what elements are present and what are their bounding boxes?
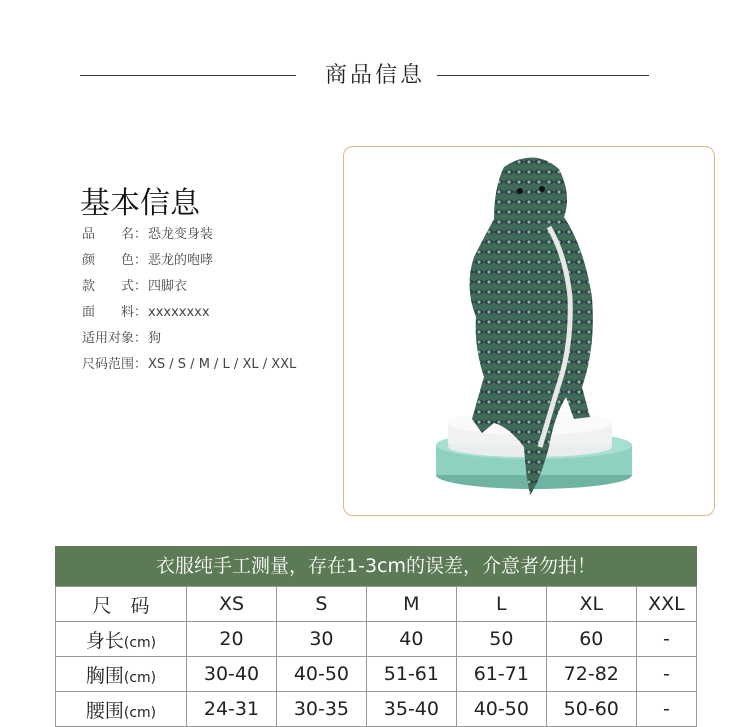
row-label-unit: (cm) <box>123 634 157 651</box>
table-cell: 50 <box>456 622 546 657</box>
size-cell: XXL <box>636 587 696 622</box>
info-key: 品 名： <box>82 227 148 242</box>
info-value: 恐龙变身装 <box>148 227 214 242</box>
info-value: 恶龙的咆哮 <box>148 253 214 268</box>
size-cell: L <box>456 587 546 622</box>
row-label <box>56 692 187 727</box>
row-label-unit: (cm) <box>123 669 157 686</box>
table-cell: 40-50 <box>276 657 366 692</box>
table-cell: 35-40 <box>366 692 456 727</box>
row-label-text: 胸围 <box>85 664 124 687</box>
table-cell: 30-40 <box>187 657 277 692</box>
page-title: 商品信息 <box>324 63 425 88</box>
table-cell: 60 <box>546 622 636 657</box>
table-row-waist <box>56 692 697 727</box>
info-key: 适用对象： <box>82 331 148 346</box>
row-label <box>56 657 187 692</box>
header-divider-right <box>437 75 649 76</box>
row-label-text: 身长 <box>85 629 124 652</box>
info-row-color <box>82 252 296 278</box>
size-header-label: 尺 码 <box>56 587 187 622</box>
info-key: 颜 色： <box>82 253 148 268</box>
table-cell: 30-35 <box>276 692 366 727</box>
table-cell: 51-61 <box>366 657 456 692</box>
size-cell: XS <box>187 587 277 622</box>
info-row-style <box>82 278 296 304</box>
info-key: 尺码范围： <box>82 357 148 372</box>
info-row-fabric <box>82 304 296 330</box>
info-key: 款 式： <box>82 279 148 294</box>
dinosaur-costume-illustration <box>344 147 714 515</box>
basic-info-list <box>82 226 296 382</box>
table-cell: 40 <box>366 622 456 657</box>
table-cell: 20 <box>187 622 277 657</box>
table-cell: 40-50 <box>456 692 546 727</box>
size-cell: XL <box>546 587 636 622</box>
table-cell: 61-71 <box>456 657 546 692</box>
table-row-chest <box>56 657 697 692</box>
table-cell: - <box>636 622 696 657</box>
table-cell: 50-60 <box>546 692 636 727</box>
info-value: 狗 <box>148 331 162 346</box>
table-cell: - <box>636 692 696 727</box>
row-label-unit: (cm) <box>123 704 157 721</box>
header-divider-left <box>80 75 296 76</box>
table-cell: 24-31 <box>187 692 277 727</box>
info-value: xxxxxxxx <box>148 305 210 320</box>
info-value: 四脚衣 <box>148 279 188 294</box>
row-label <box>56 622 187 657</box>
size-header-row <box>56 587 697 622</box>
basic-info-heading: 基本信息 <box>80 186 200 221</box>
size-cell: M <box>366 587 456 622</box>
info-key: 面 料： <box>82 305 148 320</box>
info-row-name <box>82 226 296 252</box>
table-cell: 30 <box>276 622 366 657</box>
info-value: XS / S / M / L / XL / XXL <box>148 357 297 372</box>
table-row-length <box>56 622 697 657</box>
size-cell: S <box>276 587 366 622</box>
row-label-text: 腰围 <box>85 699 124 722</box>
table-cell: 72-82 <box>546 657 636 692</box>
info-row-size-range <box>82 356 296 382</box>
table-cell: - <box>636 657 696 692</box>
product-photo <box>343 146 715 516</box>
measurement-notice: 衣服纯手工测量，存在1-3cm的误差，介意者勿拍！ <box>55 546 697 586</box>
info-row-target <box>82 330 296 356</box>
